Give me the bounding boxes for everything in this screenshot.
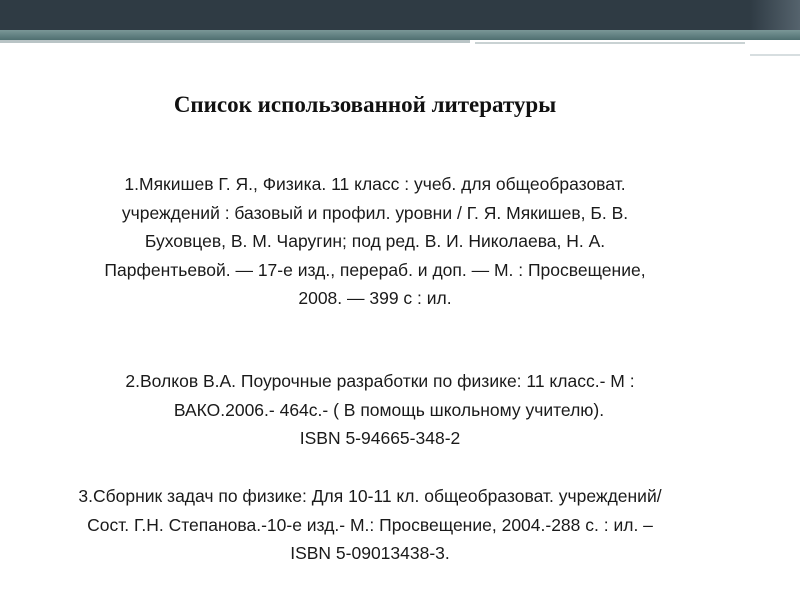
- reference-1: [20, 170, 730, 313]
- slide-title: Список использованной литературы: [173, 92, 557, 117]
- reference-1-line-1: 1.Мякишев Г. Я., Физика. 11 класс : учеб. для общеобразоват.: [124, 174, 626, 194]
- header-dark-bar: [0, 0, 800, 30]
- reference-2: [20, 367, 740, 453]
- header-accent-band: [0, 30, 800, 40]
- reference-3-line-2: Сост. Г.Н. Степанова.-10-е изд.- М.: Просвещение, 2004.-288 с. : ил. –: [87, 514, 653, 535]
- reference-2-isbn: ISBN 5-94665-348-2: [299, 428, 461, 448]
- header-bar-edge: [750, 0, 800, 30]
- header-corner-stripe: [750, 40, 800, 56]
- reference-2-line-1: 2.Волков В.А. Поурочные разработки по физике: 11 класс.- М :: [125, 371, 635, 391]
- reference-3-line-1: 3.Сборник задач по физике: Для 10-11 кл. общеобразоват. учреждений/: [78, 486, 662, 506]
- header-thin-line: [475, 42, 745, 44]
- header-shadow-line: [0, 40, 470, 43]
- reference-2-line-2: ВАКО.2006.- 464с.- ( В помощь школьному учителю).: [173, 399, 605, 420]
- reference-1-line-4: Парфентьевой. — 17-е изд., перераб. и доп. — М. : Просвещение,: [104, 259, 646, 280]
- reference-3: [0, 482, 740, 568]
- reference-1-line-5: 2008. — 399 с : ил.: [298, 288, 452, 308]
- reference-1-line-2: учреждений : базовый и профил. уровни / Г. Я. Мякишев, Б. В.: [121, 202, 629, 223]
- reference-3-isbn: ISBN 5-09013438-3.: [290, 543, 450, 563]
- reference-1-line-3: Буховцев, В. М. Чаругин; под ред. В. И. Николаева, Н. А.: [144, 231, 606, 251]
